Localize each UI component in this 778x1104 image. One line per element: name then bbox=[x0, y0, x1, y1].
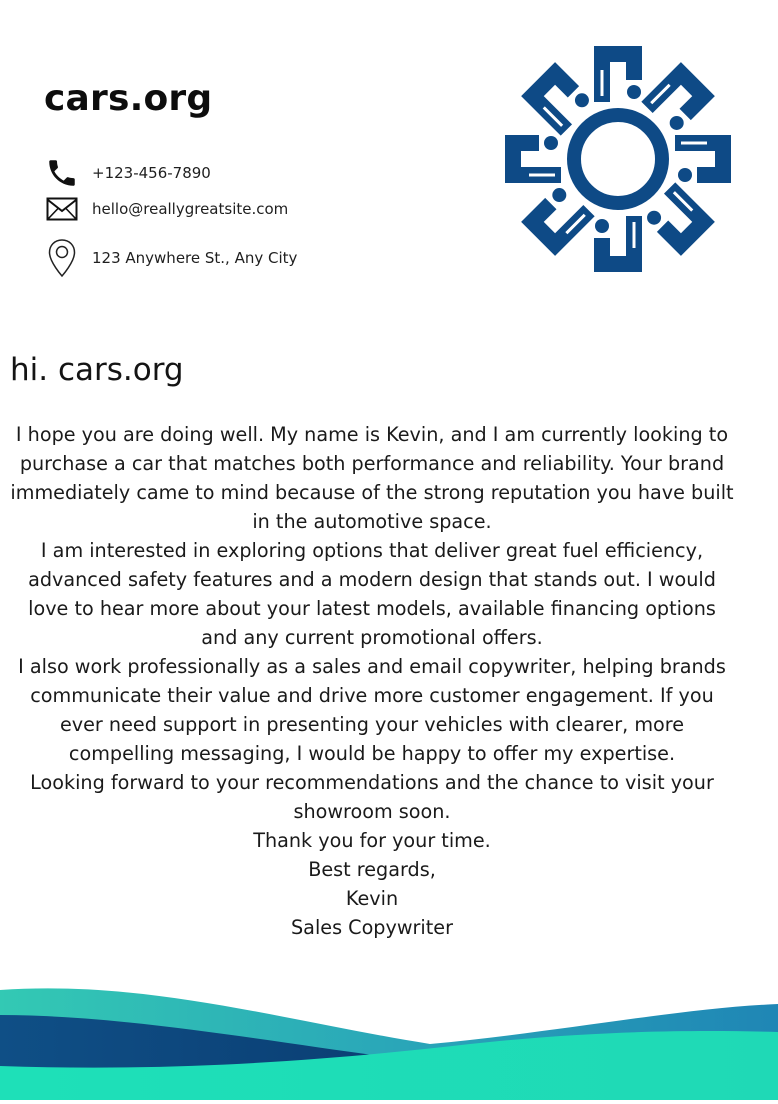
signature-title: Sales Copywriter bbox=[291, 916, 453, 939]
contact-address: 123 Anywhere St., Any City bbox=[92, 249, 298, 267]
letter-paragraph: I am interested in exploring options that deliver great fuel efficiency, advanced safety features and a modern design that stands out. I would love to hear more about your latest models, available financing options and any current promotional offers. bbox=[28, 539, 716, 649]
footer-wave-decoration bbox=[0, 960, 778, 1100]
letter-greeting: hi. cars.org bbox=[10, 352, 184, 388]
letter-paragraph: I also work professionally as a sales and email copywriter, helping brands communicate their value and drive more customer engagement. If you ever need support in presenting your vehicles with clearer, more compelling messaging, I would be happy to offer my expertise. bbox=[18, 655, 726, 765]
letter-closing: Best regards, bbox=[308, 858, 436, 881]
contact-phone: +123-456-7890 bbox=[92, 164, 211, 182]
contact-email: hello@reallygreatsite.com bbox=[92, 200, 289, 218]
contact-address-row bbox=[42, 238, 297, 278]
location-pin-icon bbox=[42, 238, 82, 278]
contact-email-row bbox=[42, 197, 288, 221]
letter-paragraph: Looking forward to your recommendations and the chance to visit your showroom soon. bbox=[30, 771, 714, 823]
contact-phone-row bbox=[42, 156, 211, 190]
letter-body bbox=[8, 420, 736, 942]
octagonal-knot-logo-icon bbox=[498, 40, 738, 278]
letter-paragraph: I hope you are doing well. My name is Kevin, and I am currently looking to purchase a car that matches both performance and reliability. Your brand immediately came to mind because of the strong reputation you have built in the automotive space. bbox=[10, 423, 734, 533]
mail-icon bbox=[42, 197, 82, 221]
brand-name: cars.org bbox=[44, 78, 213, 119]
letter-thanks: Thank you for your time. bbox=[253, 829, 491, 852]
signature-name: Kevin bbox=[345, 887, 399, 910]
phone-icon bbox=[42, 156, 82, 190]
